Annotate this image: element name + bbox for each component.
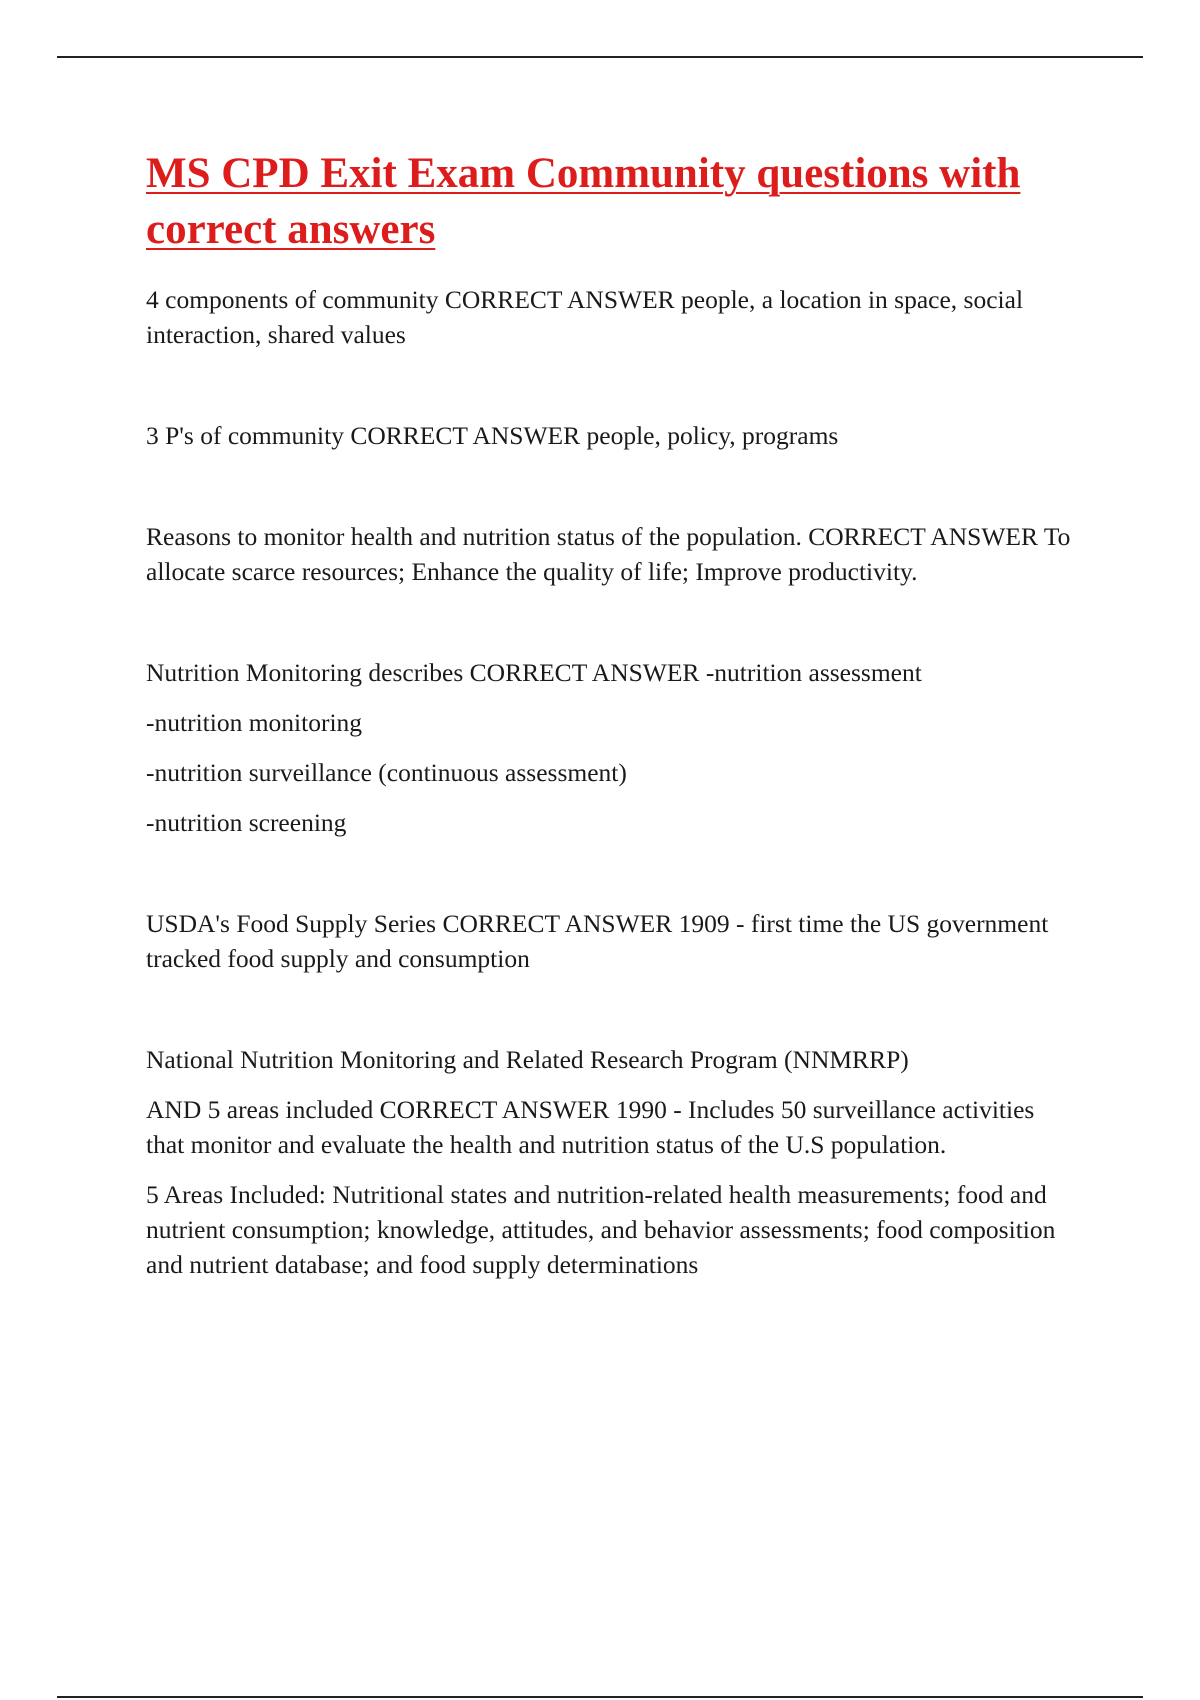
footer-rule <box>57 1696 1143 1698</box>
list-item: -nutrition monitoring <box>146 708 363 737</box>
qa-item-three-ps: 3 P's of community CORRECT ANSWER people, policy, programs <box>146 421 839 450</box>
list-item: -nutrition screening <box>146 808 347 837</box>
document-title: MS CPD Exit Exam Community questions with correct answers <box>146 150 1021 253</box>
qa-item-community-components: 4 components of community CORRECT ANSWER people, a location in space, social interaction, shared values <box>146 285 1024 349</box>
list-item: -nutrition surveillance (continuous assessment) <box>146 758 627 787</box>
qa-item-nutrition-monitoring: Nutrition Monitoring describes CORRECT ANSWER -nutrition assessment <box>146 658 922 687</box>
qa-item-nnmrrp-areas: 5 Areas Included: Nutritional states and nutrition-related health measurements; food and nutrient consumption; knowledge, attitudes, and behavior assessments; food composition and nutrient database; and food supply determinations <box>146 1180 1056 1279</box>
qa-item-nnmrrp-answer: AND 5 areas included CORRECT ANSWER 1990 - Includes 50 surveillance activities that monitor and evaluate the health and nutrition status of the U.S population. <box>146 1095 1035 1159</box>
qa-item-monitor-reasons: Reasons to monitor health and nutrition status of the population. CORRECT ANSWER To allocate scarce resources; Enhance the quality of life; Improve productivity. <box>146 522 1071 586</box>
qa-item-food-supply-series: USDA's Food Supply Series CORRECT ANSWER 1909 - first time the US government tracked food supply and consumption <box>146 909 1049 973</box>
header-rule <box>57 56 1143 58</box>
document-body <box>146 146 1076 1282</box>
qa-item-nnmrrp: National Nutrition Monitoring and Related Research Program (NNMRRP) <box>146 1045 909 1074</box>
